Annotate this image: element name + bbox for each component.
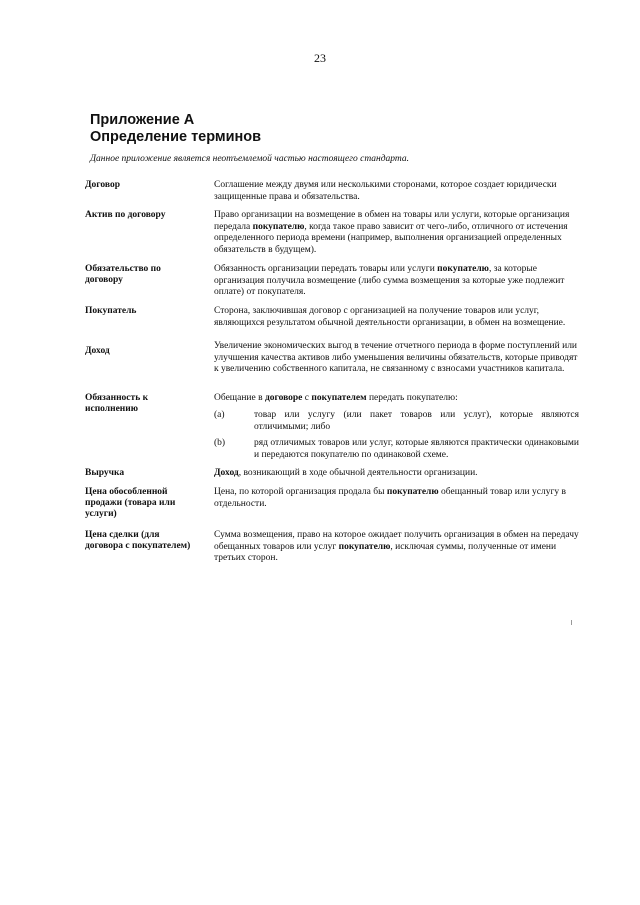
definition-text: Обязанность организации передать товары или услуги <box>214 264 438 274</box>
definition-text: Обещание в <box>214 393 265 403</box>
term-label: Обязательство по договору <box>85 264 161 285</box>
definition-text: передать покупателю: <box>366 393 458 403</box>
definition-text: Сумма возмещения, право на которое ожидает получить организация в обмен на передачу обещанных товаров или услуг <box>214 530 579 552</box>
definition-term-reference: покупателю <box>386 487 439 497</box>
term-definition: Соглашение между двумя или несколькими сторонами, которое создает юридически защищенные права и обязательства. <box>214 180 557 202</box>
term-definition <box>214 468 579 480</box>
term-definition: Увеличение экономических выгод в течение отчетного периода в форме поступлений или улучшения качества активов либо уменьшения величины обязательств, которые приводят к увеличению собственного капитала, не связанному с взносами участников капитала. <box>214 341 578 374</box>
page-number: 23 <box>314 51 326 65</box>
scan-mark <box>571 620 572 625</box>
definition-term-reference: Доход <box>214 468 239 478</box>
term-definition <box>214 210 579 256</box>
appendix-heading <box>90 112 261 146</box>
definition-term-reference: покупателю <box>338 541 391 552</box>
term-label: Договор <box>85 180 120 190</box>
term-label: Доход <box>85 346 110 356</box>
term-label: Цена сделки (для договора с покупателем) <box>85 530 191 551</box>
list-item-text: товар или услугу (или пакет товаров или услуг), которые являются отличимыми; либо <box>254 410 579 432</box>
definition-term-reference: покупателю <box>437 264 489 274</box>
term-label: Обязанность к исполнению <box>85 393 149 414</box>
term-definition <box>214 393 579 405</box>
definition-text: , за которые организация получила возмещение (либо сумма возмещения за которые уже подлежит оплате) от покупателя. <box>214 264 565 297</box>
definition-text: обещанный товар или услугу в отдельности. <box>214 487 566 509</box>
term-label: Покупатель <box>85 306 137 316</box>
appendix-subject: Определение терминов <box>90 129 262 145</box>
term-definition <box>214 530 579 565</box>
term-definition: Сторона, заключившая договор с организацией на получение товаров или услуг, являющихся результатом обычной деятельности организации, в обмен на возмещение. <box>214 306 566 328</box>
definition-text: с <box>302 393 312 403</box>
definition-text: , когда такое право зависит от чего-либо, отличного от истечения определенного периода времени (например, выполнения организацией определенных обязательств в будущем). <box>214 221 568 255</box>
list-item-label: (b) <box>214 438 226 448</box>
definition-term-reference: договоре <box>264 393 303 403</box>
definition-text: Право организации на возмещение в обмен на товары или услуги, которые организация передала <box>214 210 570 232</box>
term-label: Актив по договору <box>85 210 166 220</box>
term-definition <box>214 264 579 299</box>
definition-term-reference: покупателем <box>311 393 367 403</box>
definition-text: , исключая суммы, полученные от имени третьих сторон. <box>214 541 557 563</box>
term-definition <box>214 487 579 510</box>
definition-term-reference: покупателю <box>252 221 305 232</box>
list-item-label: (a) <box>214 410 225 420</box>
term-label: Выручка <box>85 468 125 478</box>
definition-text: , возникающий в ходе обычной деятельности организации. <box>238 468 478 478</box>
appendix-note: Данное приложение является неотъемлемой частью настоящего стандарта. <box>90 154 410 164</box>
appendix-title: Приложение А <box>90 112 195 128</box>
list-item-text: ряд отличимых товаров или услуг, которые являются практически одинаковыми и передаются покупателю по одинаковой схеме. <box>254 438 579 460</box>
definition-text: Цена, по которой организация продала бы <box>214 487 387 497</box>
term-label: Цена обособленной продажи (товара или услуги) <box>85 487 176 519</box>
